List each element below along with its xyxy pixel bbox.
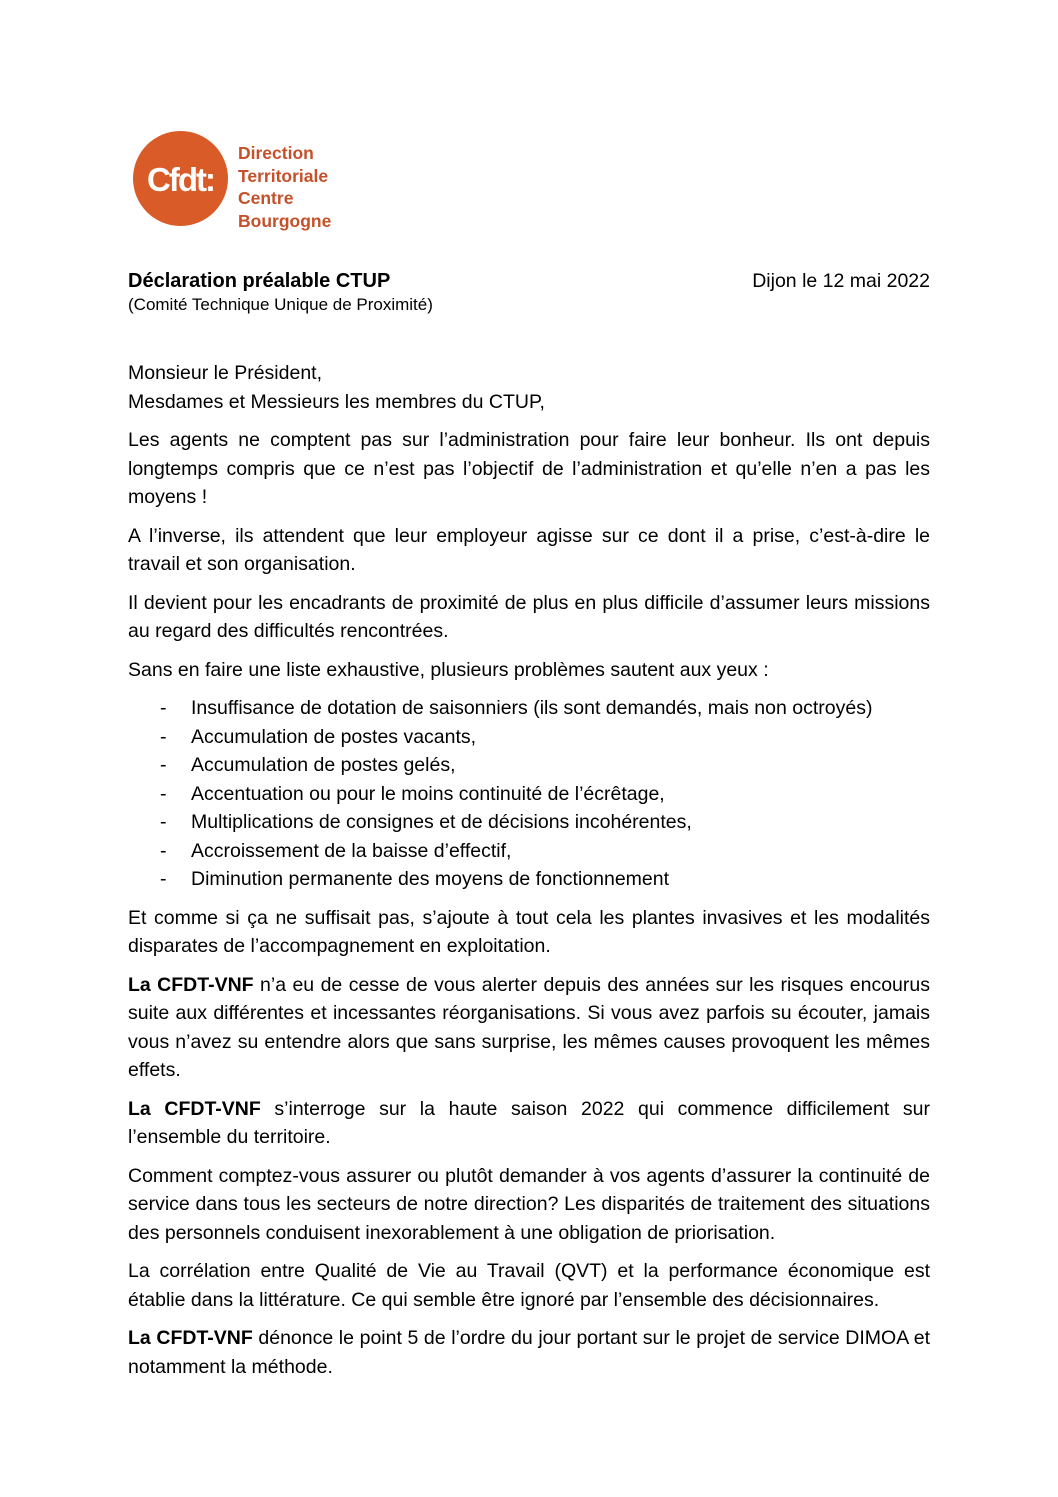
document-title-block <box>128 269 433 315</box>
list-item-text: Multiplications de consignes et de décisions incohérentes, <box>191 811 692 833</box>
list-item <box>128 751 930 780</box>
paragraph-bold-lead: La CFDT-VNF <box>128 1097 261 1120</box>
paragraph-bold-lead: La CFDT-VNF <box>128 973 254 996</box>
paragraph-text: Il devient pour les encadrants de proximité de plus en plus difficile d’assumer leurs missions au regard des difficultés rencontrées. <box>128 591 930 642</box>
place-date: Dijon le 12 mai 2022 <box>752 270 930 292</box>
document-title: Déclaration préalable CTUP <box>128 270 391 292</box>
list-dash: - <box>160 868 167 890</box>
paragraph <box>128 1324 930 1381</box>
paragraph <box>128 589 930 646</box>
list-item <box>128 865 930 894</box>
cfdt-logo-acronym: Cfdt: <box>147 160 214 198</box>
list-dash: - <box>160 782 167 805</box>
paragraph-text: s’interroge sur la haute saison 2022 qui commence difficilement sur l’ensemble du territoire. <box>128 1097 930 1148</box>
document-subtitle: (Comité Technique Unique de Proximité) <box>128 295 433 314</box>
paragraph-text: A l’inverse, ils attendent que leur employeur agisse sur ce dont il a prise, c’est-à-dire le travail et son organisation. <box>128 524 930 575</box>
list-dash: - <box>160 697 167 719</box>
salutation-line: Mesdames et Messieurs les membres du CTUP, <box>128 390 545 413</box>
paragraph-text: Les agents ne comptent pas sur l’administration pour faire leur bonheur. Ils ont depuis longtemps compris que ce n’est pas l’objectif de l’administration et qu’elle n’en a pas les moyens ! <box>128 429 930 508</box>
paragraph-text: Comment comptez-vous assurer ou plutôt demander à vos agents d’assurer la continuité de service dans tous les secteurs de notre direction? Les disparités de traitement des situations des personnels conduisent inexorablement à une obligation de priorisation. <box>128 1164 930 1244</box>
org-name-line: Territoriale <box>238 165 329 186</box>
paragraph <box>128 522 930 579</box>
cfdt-logo-circle <box>133 131 228 226</box>
list-dash: - <box>160 811 167 833</box>
cfdt-logo <box>133 131 930 232</box>
list-item-text: Accentuation ou pour le moins continuité de l’écrêtage, <box>191 782 665 805</box>
salutation <box>128 359 930 416</box>
list-item <box>128 723 930 752</box>
org-name-line: Bourgogne <box>238 210 332 231</box>
list-item-text: Accroissement de la baisse d’effectif, <box>191 839 512 862</box>
list-item-text: Accumulation de postes vacants, <box>191 725 477 748</box>
list-item-text: Accumulation de postes gelés, <box>191 754 456 776</box>
paragraph-text: La corrélation entre Qualité de Vie au Travail (QVT) et la performance économique est établie dans la littérature. Ce qui semble être ignoré par l’ensemble des décisionnaires. <box>128 1260 930 1311</box>
document-header <box>128 269 930 315</box>
paragraph-text: n’a eu de cesse de vous alerter depuis des années sur les risques encourus suite aux différentes et incessantes réorganisations. Si vous avez parfois su écouter, jamais vous n’avez su entendre alors que sans surprise, les mêmes causes provoquent les mêmes effets. <box>128 973 930 1081</box>
paragraph <box>128 904 930 961</box>
paragraph-text: Sans en faire une liste exhaustive, plusieurs problèmes sautent aux yeux : <box>128 658 769 681</box>
paragraph <box>128 1095 930 1152</box>
paragraph <box>128 971 930 1085</box>
list-dash: - <box>160 754 167 776</box>
paragraph <box>128 426 930 512</box>
org-name <box>238 142 331 232</box>
list-item <box>128 837 930 866</box>
paragraph <box>128 1162 930 1248</box>
list-dash: - <box>160 839 167 862</box>
paragraph-text: Et comme si ça ne suffisait pas, s’ajoute à tout cela les plantes invasives et les modalités disparates de l’accompagnement en exploitation. <box>128 906 930 957</box>
salutation-line: Monsieur le Président, <box>128 362 323 384</box>
issues-list <box>128 694 930 894</box>
paragraph-bold-lead: La CFDT-VNF <box>128 1327 253 1349</box>
list-item <box>128 694 930 723</box>
list-item <box>128 780 930 809</box>
list-item-text: Diminution permanente des moyens de fonctionnement <box>191 868 670 890</box>
paragraph <box>128 656 930 685</box>
org-name-line: Direction <box>238 143 314 163</box>
list-item <box>128 808 930 837</box>
paragraph-text: dénonce le point 5 de l’ordre du jour portant sur le projet de service DIMOA et notamment la méthode. <box>128 1327 930 1378</box>
paragraph <box>128 1257 930 1314</box>
org-name-line: Centre <box>238 188 294 208</box>
list-item-text: Insuffisance de dotation de saisonniers (ils sont demandés, mais non octroyés) <box>191 697 873 719</box>
list-dash: - <box>160 725 167 748</box>
letter-body <box>128 359 930 1381</box>
